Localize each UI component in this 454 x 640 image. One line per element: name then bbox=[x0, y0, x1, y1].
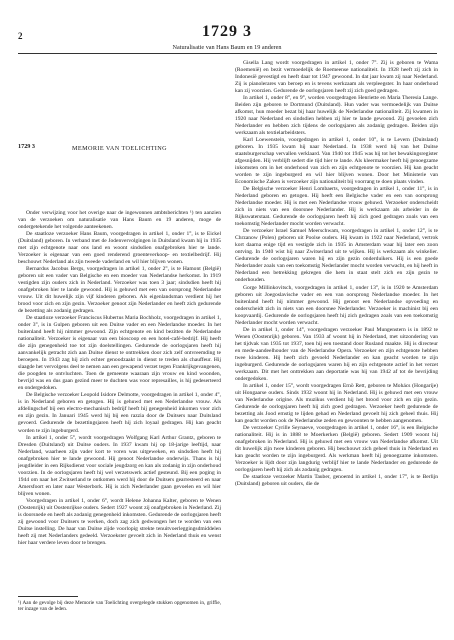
right-column bbox=[235, 60, 438, 635]
paragraph: De Belgische verzoeker Henri Lombaerts, voorgedragen in artikel 1, onder 11°, is in Nederland geboren en getogen. Hij heeft een Belgische vader en een van oorsprong Nederlandse moeder. Hij is met een Nederlandse vrouw gehuwd. Verzoeker onderscheidt zich in niets van een doorsnee Nederlander. Hij is werkzaam als arbeider in de Rijkswaterstaat. Gedurende de oorlogsjaren heeft hij zich goed gedragen zoals van een toekomstig Nederlander mocht worden verwacht. bbox=[235, 186, 438, 228]
paragraph: De in artikel 1, onder 14°, voorgedragen verzoeker Paul Mungenstern is in 1892 te Wenen (Oostenrijk) geboren. Van 1933 af woont hij in Nederland, met uitzondering van het tijdvak van 1935 tot 1937, toen hij een toestand door Rusland maakte. Hij is directeur en mede-aandeelhouder van de Nederlandse Opera. Verzoeker en zijn echtgenote hebben twee kinderen. Hij heeft zich gevoeld Nederlander en kan geacht worden te zijn ingeburgerd. Gedurende de oorlogsjaren waren hij en zijn echtgenote actief in het verzet werkzaam. Dit met het onttrekken aan deportatie was hij van 1942 af tot de bevrijding ondergedoken. bbox=[235, 326, 438, 382]
paragraph: Bernardus Jacobus Bergs, voorgedragen in artikel 1, onder 2°, is te Hamont (België) geboren uit een vader van Belgische en een moeder van Nederlandse herkomst. In 1919 vestigden zijn ouders zich in Nederland. Verzoeker was toen 3 jaar; sindsdien heeft hij onafgebroken hier te lande gewoond. Hij is gehuwd met een van oorsprong Nederlandse vrouw. Uit dit huwelijk zijn vijf kinderen geboren. Als eigenlandsman verdient hij het brood voor zich en zijn gezin. Verzoeker genoot zijn Nederlander en heeft zich gedurende de bezetting als zodanig gedragen. bbox=[18, 266, 221, 315]
footnote: ¹) Aan de gevolge bij deze Memorie van Toelichting overgelegde stukken opgenomen in, griffie, ter inzage van de leden. bbox=[18, 600, 221, 613]
left-column bbox=[18, 60, 221, 605]
paragraph: De Belgische verzoeker Leopold Isidore Delmotte, voorgedragen in artikel 1, onder 4°, is in Nederland geboren en getogen. Hij is gehuwd met een Nederlandse vrouw. Als afdelingschef bij een electro-mechanisch bedrijf heeft hij genegenheid inkomen voor zich en zijn gezin. In Januari 1945 werd hij bij een razzia door de Duitsers naar Duitsland gevoerd. Gedurende de bezettingsjaren heeft hij zich loyaal gedragen. Hij kan geacht worden te zijn ingeburgerd. bbox=[18, 392, 221, 434]
paragraph: In artikel 1, onder 15°, wordt voorgedragen Ernö Rett, geboren te Mohács (Hongarije) uit Hongaarse ouders. Sinds 1932 woont hij in Nederland. Hij is gehuwd met een vrouw van Nederlandse origine. Als muzikus verdient hij het brood voor zich en zijn gezin. Gedurende de oorlogsjaren heeft hij zich goed gedragen. Verzoeker heeft gedurende de bezetting als Jood ernstig te lijden gehad en Nederland gevoelt hij zich geheel thuis. Hij kan geacht worden ook de Nederlandse zeden en gewoonten te hebben aangenomen. bbox=[235, 382, 438, 424]
paragraph: De staatloze verzoeker Hans Baum, voorgedragen in artikel 1, onder 1°, is te Eickel (Duitsland) geboren. In verband met de Jodenvervolgingen in Duitsland kwam hij in 1935 met zijn echtgenote naar ons land en woont sindsdien onafgebroken hier te lande. Verzoeker is eigenaar van een goed renderend groenteverkoop- en textielbedrijf. Hij beschouwt Nederland als zijn tweede vaderland en wil hier blijven wonen. bbox=[18, 231, 221, 266]
paragraph: Onder verwijzing voor het overige naar de ingewonnen ambtsberichten ¹) ten aanzien van de verzoeken om naturalisatie van Hans Baum en 19 anderen, moge de ondergetekende het volgende aanteekenen. bbox=[18, 210, 221, 231]
document-number: 1729 3 bbox=[202, 23, 252, 40]
paragraph: De verzoeker Israel Samuel Meerschwam, voorgedragen in artikel 1, onder 12°, is te Chrzanow (Polen) geboren uit Poolse ouders. Hij kwam in 1922 naar Nederland, vertrok kort daarna enige tijd en vestigde zich in 1935 in Amsterdam waar hij later een zoon ontving. In 1940 wist hij naar Zwitserland uit te wijken. Hij is werkzaam als winkelier. Gedurende de oorlogsjaren waren hij en zijn gezin onderduikers. Hij is een goede Nederlander zoals van een toekomstig Nederlander mocht worden verwacht, en hij heeft in Nederland een betrekking gekregen die hem in staat stelt zich en zijn gezin te onderhouden. bbox=[235, 228, 438, 284]
paragraph: In artikel 1, onder 5°, wordt voorgedragen Wolfgang Karl Arthur Grantz, geboren te Dresden (Duitsland) uit Duitse ouders. In 1937 kwam hij op 18-jarige leeftijd, naar Nederland, waarheen zijn vader kort te voren was uitgeweken, en sindsdien heeft hij onafgebroken hier te lande gewoond. Hij genoot Nederlandse onderwijs. Thans is hij jeugdleider in een Rijksdienst voor sociale jeugdzorg en kan als zodanig in zijn onderhoud voorzien. In de oorlogsjaren heeft hij wel verzetswerk actief gesteund. Bij een poging in 1944 om naar het Zwitserland te ontkomen werd hij door de Duitsers gearresteerd en naar Amersfoort en later naar Westerbork. Hij is zich Nederlander gaan gevoelen en wil hier blijven wonen. bbox=[18, 434, 221, 497]
paragraph: Gorge Millinkovitsch, voorgedragen in artikel 1, onder 13°, is in 1920 te Amsterdam geboren uit Joegoslavische vader en een van oorsprong Nederlandse moeder. In het buitenland heeft hij nimmer gewoond. Hij genoot een Nederlandse opvoeding en onderscheidt zich in niets van een doorsnee Nederlander. Verzoeker is machinist bij een koopvaardij. Gedurende de oorlogsjaren heeft hij zich gedragen zoals van een toekomstig Nederlander mocht worden verwacht. bbox=[235, 284, 438, 326]
footnote-rule bbox=[18, 596, 78, 597]
paragraph: De staatloze verzoeker Franciscus Hubertus Maria Bochholz, voorgedragen in artikel 1, onder 3°, is in Gulpen geboren uit een Duitse vader en een Nederlandse moeder. In het buitenland heeft hij nimmer gewoond. Zijn echtgenote en kind bezitten de Nederlandse nationaliteit. Verzoeker is eigenaar van een bioscoop en een hotel-café-bedrijf. Hij heeft die zijn genegenheid toe tot zijn doelstellingen. Gedurende de oorlogsjaren heeft hij aanvankelijk getracht zich aan Duitse dienst te onttrekken door zich zelf ontvreemding te beroepen. In 1943 zag hij zich echter genoodzaakt in dienst te treden als chauffeur. Hij slaagde het vervolgens deel te nemen aan een gewapend verzet tegen Frankrijkgevangenen, die poogden te ontvluchten. Toen de gemeente waaraan zijn vrouw en kind woonden, bevrijd was en dus gaan gezind meer te duchten was voor represailles, is hij gedeserteerd en ondergedoken. bbox=[18, 315, 221, 392]
paragraph: Voorgedragen in artikel 1, onder 6°, wordt Helene Johanna Kalter, geboren te Wenen (Oostenrijk) uit Oostenrijkse ouders. Sedert 1927 woont zij onafgebroken in Nederland. Zij is doorsnede en heeft als zodanig genegenheid inkomsten. Gedurende de oorlogsjaren heeft zij gewoond voor Duitsers te werken, doch zag zich gedwongen het te worden van een Duitse instelling. De haar van Duitse zijde voorlopig strekte tenuitvoerleggingsdmiddelen heeft zij met Nederlanders gedeeld. Verzoekster gevoelt zich in Nederland thuis en wenst hier haar verdere leven door te brengen. bbox=[18, 497, 221, 546]
paragraph: De staatloze verzoeker Martin Tauber, genoemd in artikel 1, onder 17°, is te Berlijn (Duitsland) geboren uit ouders, die de bbox=[235, 473, 438, 487]
section-title: MEMORIE VAN TOELICHTING bbox=[71, 145, 168, 152]
header-rule bbox=[18, 53, 437, 54]
paragraph: Karl Loewenstein, voorgedragen in artikel 1, onder 10°, is te Levern (Duitsland) geboren. In 1935 kwam hij naar Nederland. In 1938 werd hij van het Duitse staatsburgerschap vervallen verklaard. Van 1940 tot 1945 was hij tot het bewakingsregister afgesnijden. Hij verblijft sedert die tijd hier te lande. Als kleermaker heeft hij genoegzame inkomsten om in het onderhoud van zich en zijn echtgenote te voorzien. Hij kan geacht worden te zijn ingeburgerd en wil hier blijven wonen. Door het Ministerie van Economische Zaken is verzoeker zijn nationaliteit bij voorrang te doen plaats vinden. bbox=[235, 137, 438, 186]
paragraph: Gisella Lang wordt voorgedragen in artikel 1, onder 7°. Zij is geboren te Wama (Roemenië) en bezit vermoedelijk de Roemeense nationaliteit. In 1928 heeft zij zich in Indonesië gevestigd en heeft daar tot 1947 gewoond. In dat jaar kwam zij naar Nederland. Zij is pianolerares van beroep en is tevens werkzaam als verpleegster. In haar onderhoud kan zij voorzien. Gedurende de oorlogsjaren heeft zij zich goed gedragen. bbox=[235, 60, 438, 95]
document-subtitle: Naturalisatie van Hans Baum en 19 anderen bbox=[172, 44, 282, 51]
paragraph: In artikel 1, onder 8°, en 9°, worden voorgedragen Henriette en Maria Theresia Lange. Beiden zijn geboren te Dortmund (Duitsland). Hun vader was vermoedelijk van Duitse afkomst, hun moeder bezat bij haar huwelijk de Nederlandse nationaliteit. Zij kwamen in 1920 naar Nederland en sindsdien hebben zij hier te lande gewoond. Zij gevoelen zich Nederlander en hebben zich tijdens de oorlogsjaren als zodanig gedragen. Beiden zijn werkzaam als textielarbeidsters. bbox=[235, 95, 438, 137]
page-number: 2 bbox=[18, 31, 23, 41]
side-document-number: 1729 3 bbox=[18, 143, 36, 150]
paragraph: De verzoeker Cyrille Seynaeve, voorgedragen in artikel 1, onder 16°, is een Belgische nationaliteit. Hij is in 1888 te Moerkerken (België) geboren. Sedert 1909 woont hij onafgebroken in Nederland. Hij is gehuwd met een vrouw van Nederlandse afkomst. Uit dit huwelijk zijn twee kinderen geboren. Hij beschouwt zich geheel thuis in Nederland en kan geacht worden te zijn ingeburgerd. Als werkman heeft hij genoegzame inkomsten. Verzoeker is lijdt door zijn langdurig verblijf hier te lande Nederlander en gedurende de oorlogsjaren heeft hij zich als zodanig gedragen. bbox=[235, 424, 438, 473]
